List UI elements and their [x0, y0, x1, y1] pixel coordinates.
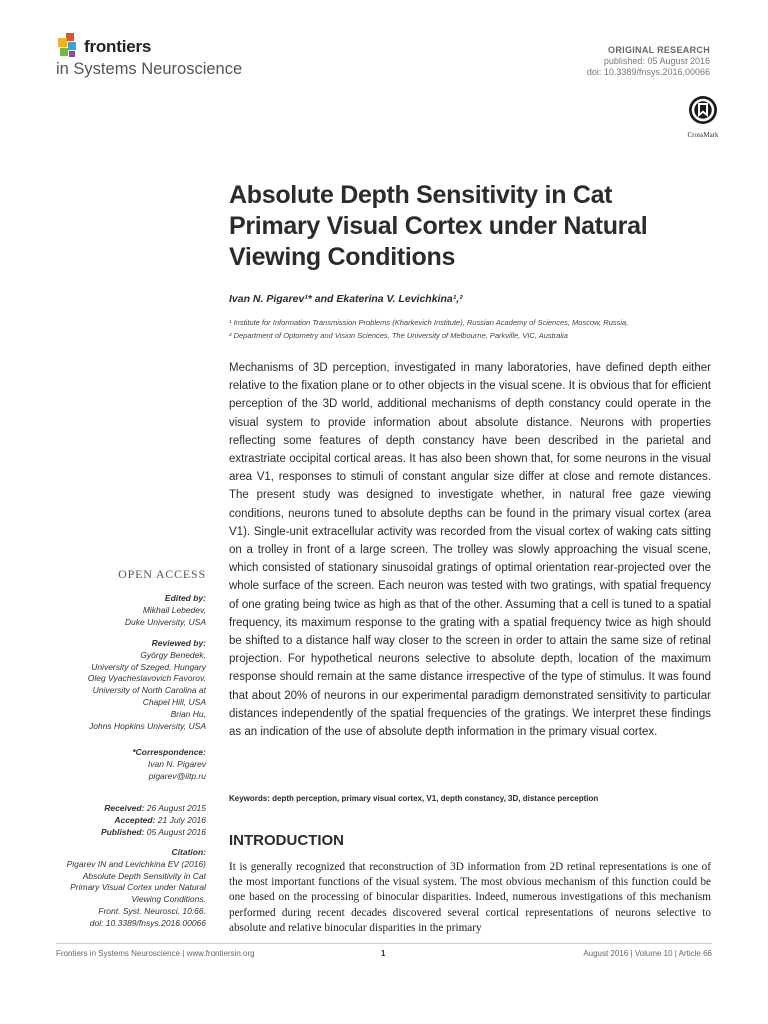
correspondence-email[interactable]: pigarev@iitp.ru: [148, 770, 206, 781]
article-title: [229, 180, 729, 273]
citation-label: Citation:: [171, 847, 206, 857]
introduction-heading: INTRODUCTION: [229, 832, 344, 849]
footer-issue: August 2016 | Volume 10 | Article 66: [583, 949, 712, 958]
introduction-text: It is generally recognized that reconstruction of 3D information from 2D retinal representations is one of the most important functions of the visual system. The most obvious mechanism of this function could be one based on the processing of binocular disparities. Indeed, numerous investigations of this mechanism performed during recent decades discovered several cortical representations of neurons selective to absolute and relative binocular disparities in the primary: [229, 861, 711, 934]
brand-name: frontiers: [84, 37, 152, 56]
crossmark-badge[interactable]: [673, 95, 733, 139]
article-doi[interactable]: doi: 10.3389/fnsys.2016.00066: [586, 67, 710, 77]
citation-line[interactable]: doi: 10.3389/fnsys.2016.00066: [89, 917, 206, 928]
citation-line: Absolute Depth Sensitivity in Cat: [82, 870, 206, 881]
title-line: Absolute Depth Sensitivity in Cat: [229, 181, 613, 209]
reviewer-line: Oleg Vyacheslavovich Favorov,: [87, 673, 206, 684]
crossmark-icon: [688, 95, 718, 125]
authors: Ivan N. Pigarev¹* and Ekaterina V. Levichkina¹,²: [229, 293, 463, 305]
correspondence-label: *Correspondence:: [132, 747, 206, 757]
reviewer-line: Chapel Hill, USA: [142, 696, 206, 707]
reviewer-line: University of North Carolina at: [92, 685, 206, 696]
citation: [67, 847, 206, 930]
citation-line: Viewing Conditions.: [131, 894, 206, 905]
footer-divider: [56, 943, 712, 944]
reviewed-by: [88, 638, 206, 732]
correspondence: [132, 747, 206, 782]
article-type: ORIGINAL RESEARCH: [608, 45, 710, 55]
affiliation-1: ¹ Institute for Information Transmission Problems (Kharkevich Institute), Russian Academy of Sciences, Moscow, Russia,: [229, 318, 629, 327]
brand-journal: in Systems Neuroscience: [56, 60, 243, 78]
reviewer-line: Brian Hu,: [170, 708, 206, 719]
editor-line: Mikhail Lebedev,: [142, 604, 206, 615]
reviewed-by-label: Reviewed by:: [151, 638, 206, 648]
received-date: Received: 26 August 2015: [104, 803, 206, 813]
reviewer-line: György Benedek,: [140, 649, 206, 660]
article-meta: [587, 45, 710, 78]
keywords-label: Keywords:: [229, 794, 270, 803]
accepted-date: Accepted: 21 July 2016: [114, 814, 206, 825]
affiliation-2: ² Department of Optometry and Vision Sciences, The University of Melbourne, Parkville, VIC, Australia: [229, 331, 568, 340]
correspondence-name: Ivan N. Pigarev: [147, 758, 206, 769]
crossmark-label: CrossMark: [687, 131, 719, 139]
article-dates: [101, 803, 206, 838]
keywords: [229, 794, 719, 803]
page-number: 1: [381, 949, 386, 958]
edited-by: [125, 593, 206, 628]
abstract: Mechanisms of 3D perception, investigated in many laboratories, have defined depth either relative to the fixation plane or to other objects in the visual scene. It is obvious that for efficient perception of the 3D world, additional mechanisms of depth constancy could operate in the visual system to provide information about absolute distance. Neurons with properties reflecting some features of depth constancy have been described in the parietal and extrastriate occipital cortical areas. It has also been shown that, for some neurons in the visual area V1, responses to stimuli of constant angular size differ at close and remote distances. The present study was designed to investigate whether, in natural free gaze viewing conditions, neurons tuned to absolute depths can be found in the primary visual cortex (area V1). Single-unit extracellular activity was recorded from the visual cortex of waking cats sitting on a trolley in front of a large screen. The trolley was slowly approaching the visual scene, which consisted of stationary sinusoidal gratings of optimal orientation rear-projected over the whole surface of the screen. Each neuron was tested with two gratings, with spatial frequency of one grating being twice as high as that of the other. Assuming that a cell is tuned to a spatial frequency, its maximum response to the grating with a spatial frequency twice as high should be shifted to a distance half way closer to the screen in order to attain the same size of retinal projection. For hypothetical neurons selective to absolute depth, location of the maximum response should remain at the same distance irrespective of the type of stimulus. It was found that about 20% of neurons in our experimental paradigm demonstrated sensitivity to particular distances independently of the spatial frequencies of the gratings. We interpret these findings as an indication of the use of absolute depth information in the primary visual cortex.: [229, 362, 711, 739]
reviewer-line: Johns Hopkins University, USA: [89, 720, 206, 731]
citation-line: Front. Syst. Neurosci. 10:66.: [98, 905, 206, 916]
open-access-label: OPEN ACCESS: [118, 567, 206, 581]
frontiers-logo-icon: [56, 33, 82, 63]
footer-journal[interactable]: Frontiers in Systems Neuroscience | www.frontiersin.org: [56, 949, 255, 958]
editor-line: Duke University, USA: [124, 616, 206, 627]
edited-by-label: Edited by:: [164, 593, 206, 603]
reviewer-line: University of Szeged, Hungary: [91, 661, 206, 672]
title-line: Primary Visual Cortex under Natural: [229, 212, 648, 240]
citation-line: Pigarev IN and Levichkina EV (2016): [66, 858, 206, 869]
citation-line: Primary Visual Cortex under Natural: [70, 882, 206, 893]
title-line: Viewing Conditions: [229, 243, 456, 271]
published-date-side: Published: 05 August 2016: [100, 826, 206, 837]
keywords-list: depth perception, primary visual cortex, V1, depth constancy, 3D, distance perception: [272, 794, 599, 803]
published-date: published: 05 August 2016: [603, 56, 710, 66]
